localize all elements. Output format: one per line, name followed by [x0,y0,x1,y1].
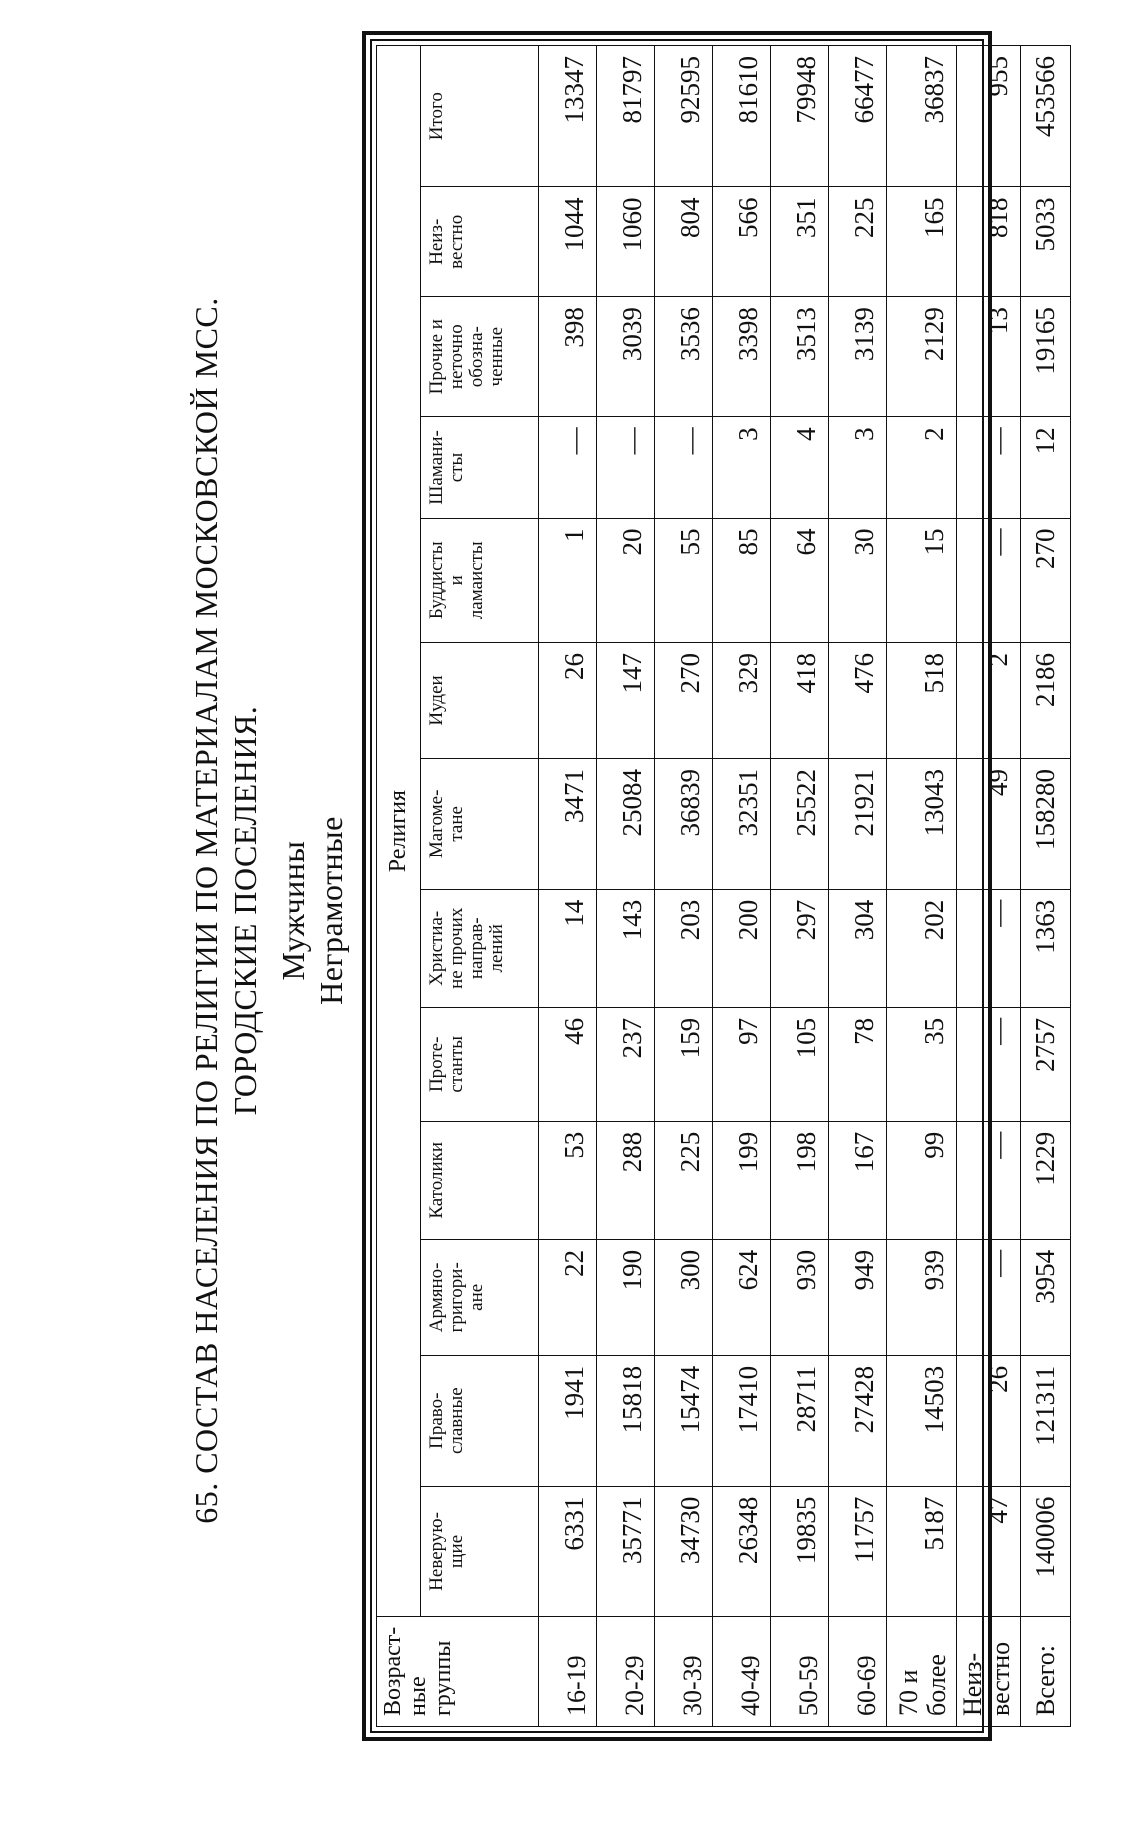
column-header-row [421,46,539,1727]
value-cell: 36839 [655,758,713,889]
value-cell: 36837 [887,46,957,187]
value-cell: 329 [713,642,771,758]
value-cell: 804 [655,187,713,297]
table-frame [362,31,1060,1741]
value-cell: 81797 [597,46,655,187]
value-cell: 15 [887,518,957,642]
value-cell: 79948 [771,46,829,187]
value-cell: 297 [771,889,829,1007]
column-header: Проте- станты [421,1007,539,1121]
religion-table [376,45,1071,1727]
value-cell: 32351 [713,758,771,889]
value-cell: 15818 [597,1355,655,1486]
literacy-label: Неграмотные [313,816,349,1005]
column-header: Итого [421,46,539,187]
total-value-cell: 12 [1021,417,1071,518]
value-cell: 85 [713,518,771,642]
column-header: Шамани- сты [421,417,539,518]
value-cell: 3 [829,417,887,518]
value-cell: — [957,1007,1021,1121]
column-header: Христиа- не прочих направ- лений [421,889,539,1007]
value-cell: 34730 [655,1486,713,1617]
value-cell: — [597,417,655,518]
value-cell: 15474 [655,1355,713,1486]
column-header: Право- славные [421,1355,539,1486]
value-cell: — [957,1121,1021,1239]
value-cell: 203 [655,889,713,1007]
value-cell: 190 [597,1239,655,1355]
total-value-cell: 270 [1021,518,1071,642]
value-cell: 27428 [829,1355,887,1486]
age-group-cell: 50-59 [771,1617,829,1727]
value-cell: 3536 [655,297,713,417]
value-cell: 288 [597,1121,655,1239]
value-cell: 200 [713,889,771,1007]
table-row [771,46,829,1727]
value-cell: 13347 [539,46,597,187]
total-value-cell: 2186 [1021,642,1071,758]
age-group-cell: 60-69 [829,1617,887,1727]
column-header: Буддисты и ламаисты [421,518,539,642]
value-cell: 304 [829,889,887,1007]
value-cell: 97 [713,1007,771,1121]
value-cell: — [957,1239,1021,1355]
value-cell: 4 [771,417,829,518]
age-group-cell: 30-39 [655,1617,713,1727]
value-cell: 19835 [771,1486,829,1617]
value-cell: 64 [771,518,829,642]
value-cell: 49 [957,758,1021,889]
value-cell: 300 [655,1239,713,1355]
value-cell: 5187 [887,1486,957,1617]
column-header: Прочие и неточно обозна- ченные [421,297,539,417]
table-row [597,46,655,1727]
value-cell: 46 [539,1007,597,1121]
value-cell: 55 [655,518,713,642]
age-group-cell: 16-19 [539,1617,597,1727]
value-cell: 35771 [597,1486,655,1617]
total-value-cell: 1363 [1021,889,1071,1007]
table-row [655,46,713,1727]
value-cell: 3513 [771,297,829,417]
value-cell: 13 [957,297,1021,417]
value-cell: — [957,889,1021,1007]
value-cell: 99 [887,1121,957,1239]
value-cell: 3039 [597,297,655,417]
age-group-cell: 20-29 [597,1617,655,1727]
total-value-cell: 1229 [1021,1121,1071,1239]
value-cell: 1044 [539,187,597,297]
value-cell: 1941 [539,1355,597,1486]
value-cell: — [539,417,597,518]
total-value-cell: 453566 [1021,46,1071,187]
column-header: Армяно- григори- ане [421,1239,539,1355]
value-cell: 26348 [713,1486,771,1617]
value-cell: 81610 [713,46,771,187]
value-cell: 28711 [771,1355,829,1486]
total-value-cell: 158280 [1021,758,1071,889]
sex-label: Мужчины [275,840,311,981]
value-cell: 476 [829,642,887,758]
value-cell: 225 [829,187,887,297]
value-cell: 3471 [539,758,597,889]
value-cell: 3139 [829,297,887,417]
column-header: Иудеи [421,642,539,758]
value-cell: 237 [597,1007,655,1121]
value-cell: 78 [829,1007,887,1121]
value-cell: 14503 [887,1355,957,1486]
value-cell: 818 [957,187,1021,297]
value-cell: 14 [539,889,597,1007]
value-cell: 26 [957,1355,1021,1486]
value-cell: 1 [539,518,597,642]
total-value-cell: 19165 [1021,297,1071,417]
total-value-cell: 121311 [1021,1355,1071,1486]
value-cell: — [957,518,1021,642]
value-cell: 17410 [713,1355,771,1486]
value-cell: 518 [887,642,957,758]
value-cell: 30 [829,518,887,642]
total-value-cell: 140006 [1021,1486,1071,1617]
column-header: Неверую- щие [421,1486,539,1617]
value-cell: 143 [597,889,655,1007]
total-label: Всего: [1021,1617,1071,1727]
value-cell: 566 [713,187,771,297]
total-row [1021,46,1071,1727]
total-value-cell: 3954 [1021,1239,1071,1355]
value-cell: 949 [829,1239,887,1355]
table-row [957,46,1021,1727]
value-cell: 22 [539,1239,597,1355]
value-cell: 199 [713,1121,771,1239]
column-header: Неиз- вестно [421,187,539,297]
value-cell: 398 [539,297,597,417]
column-header: Католики [421,1121,539,1239]
age-group-cell: 70 и более [887,1617,957,1727]
value-cell: 198 [771,1121,829,1239]
religion-header: Религия [377,46,421,1617]
value-cell: — [655,417,713,518]
table-body [539,46,1071,1727]
value-cell: 1060 [597,187,655,297]
value-cell: 165 [887,187,957,297]
value-cell: 3 [713,417,771,518]
value-cell: 21921 [829,758,887,889]
age-group-header: Возраст- ные группы [377,1617,539,1727]
value-cell: 930 [771,1239,829,1355]
column-header: Магоме- тане [421,758,539,889]
table-row [713,46,771,1727]
age-group-cell: 40-49 [713,1617,771,1727]
value-cell: 3398 [713,297,771,417]
value-cell: 147 [597,642,655,758]
table-row [539,46,597,1727]
value-cell: 25522 [771,758,829,889]
value-cell: 939 [887,1239,957,1355]
total-value-cell: 2757 [1021,1007,1071,1121]
value-cell: 624 [713,1239,771,1355]
value-cell: 11757 [829,1486,887,1617]
value-cell: 13043 [887,758,957,889]
table-row [829,46,887,1727]
age-group-cell: Неиз- вестно [957,1617,1021,1727]
page-title: 65. СОСТАВ НАСЕЛЕНИЯ ПО РЕЛИГИИ ПО МАТЕРИАЛАМ МОСКОВСКОЙ МСС. [188,297,224,1524]
value-cell: 418 [771,642,829,758]
value-cell: 225 [655,1121,713,1239]
value-cell: 202 [887,889,957,1007]
value-cell: 167 [829,1121,887,1239]
value-cell: 66477 [829,46,887,187]
value-cell: 92595 [655,46,713,187]
value-cell: 47 [957,1486,1021,1617]
value-cell: 2 [957,642,1021,758]
value-cell: 25084 [597,758,655,889]
value-cell: 2 [887,417,957,518]
value-cell: 105 [771,1007,829,1121]
value-cell: 159 [655,1007,713,1121]
value-cell: 53 [539,1121,597,1239]
value-cell: 270 [655,642,713,758]
value-cell: 2129 [887,297,957,417]
value-cell: 955 [957,46,1021,187]
value-cell: 351 [771,187,829,297]
value-cell: 20 [597,518,655,642]
table-row [887,46,957,1727]
page-subtitle: ГОРОДСКИЕ ПОСЕЛЕНИЯ. [227,705,263,1116]
value-cell: 35 [887,1007,957,1121]
value-cell: — [957,417,1021,518]
value-cell: 6331 [539,1486,597,1617]
total-value-cell: 5033 [1021,187,1071,297]
value-cell: 26 [539,642,597,758]
